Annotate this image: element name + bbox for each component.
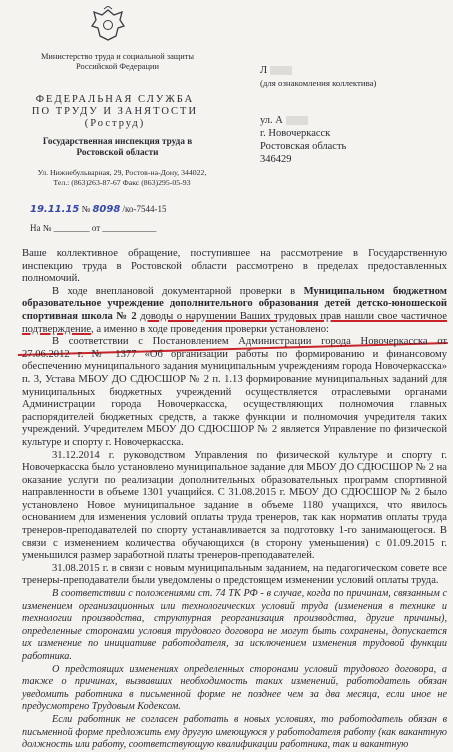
inspection-name: Государственная инспекция труда в Ростовской области: [42, 136, 193, 157]
recipient-region: Ростовская область: [260, 141, 347, 152]
reg-date: 19.11.15: [30, 204, 80, 215]
recipient-note: (для ознакомления коллектива): [260, 78, 377, 88]
registration-line: 19.11.15 № 8098 /ко-7544-15 На № ________ от ____________: [30, 204, 167, 233]
reg-suffix: /ко-7544-15: [122, 204, 167, 214]
paragraph-8: Если работник не согласен работать в новых условиях, то работодатель обязан в письменной форме предложить ему другую имеющуюся у работодателя работу (как вакантную должность или работу, соответствующую квалификации работника, так и вакантную: [22, 713, 447, 751]
paragraph-1: Ваше коллективное обращение, поступившее на рассмотрение в Государственную инспекцию труда в Ростовской области рассмотрено в пределах предоставленных полномочий.: [22, 248, 447, 285]
recipient-block: [260, 64, 376, 166]
recipient-initial: Л: [260, 65, 268, 76]
agency-name: ФЕДЕРАЛЬНАЯ СЛУЖБА ПО ТРУДУ И ЗАНЯТОСТИ (Роструд): [20, 94, 210, 130]
agency-short: (Роструд): [84, 118, 146, 129]
reg-number: 8098: [92, 204, 121, 215]
paragraph-5: 31.08.2015 г. в связи с новым муниципальным заданием, на педагогическом совете все тренеры-преподаватели были уведомлены о предстоящем изменении условий оплаты труда.: [22, 562, 447, 587]
coat-of-arms-icon: [88, 6, 128, 44]
recipient-city: г. Новочеркасск: [260, 128, 331, 139]
redacted-name: [270, 66, 292, 75]
redacted-street: [286, 116, 308, 125]
recipient-street: ул. А: [260, 115, 283, 126]
sender-address: Ул. Нижнебульварная, 29, Ростов-на-Дону, 344022, Тел.: (863)263-87-67 Факс (863)295-05-93: [37, 168, 207, 187]
paragraph-6: В соответствии с положениями ст. 74 ТК РФ - в случае, когда по причинам, связанным с изменением организационных или технологических условий труда (изменения в технике и технологии производства, структурная реорганизация производства, другие причины), определенные сторонами условия трудового договора не могут быть сохранены, допускается их изменение по инициативе работодателя, за исключением изменения трудовой функции работника.: [22, 588, 447, 662]
recipient-postcode: 346429: [260, 154, 292, 165]
letter-body: [22, 248, 447, 752]
paragraph-3: В соответствии с Постановлением Администрации города Новочеркасска от 27.06.2012 г. № 1377 «Об организации работы по формированию и финансовому обеспечению муниципального задания муниципальным учреждениям города Новочеркасска» п. 3, Устава МБОУ ДО СДЮСШОР № 2 п. 1.13 формирование муниципальных заданий для муниципальных бюджетных учреждений осуществляется отраслевыми органами Администрации города Новочеркасска, осуществляющих полномочия главных распорядителей бюджетных средств, а также функции и полномочия учредителя таких учреждений. Учредителем МБОУ ДО СДЮСШОР № 2 является Управление по физической культуре и спорту г. Новочеркасска.: [22, 336, 447, 448]
ministry-name: Министерство труда и социальной защиты Российской Федерации: [40, 52, 195, 71]
paragraph-7: О предстоящих изменениях определенных сторонами условий трудового договора, а также о причинах, вызвавших необходимость таких изменений, работодатель обязан уведомить работника в письменной форме не позднее чем за два месяца, если иное не предусмотрено Трудовым Кодексом.: [22, 663, 447, 713]
paragraph-4: 31.12.2014 г. руководством Управления по физической культуре и спорту г. Новочеркасска было установлено муниципальное задание для МБОУ ДО СДЮСШОР № 2 на оказание услуги по реализации дополнительных образовательных программ спортивной направленности в объеме 1301 учащийся. С 31.08.2015 г. МБОУ ДО СДЮСШОР № 2 было установлено Новое муниципальное задание в объеме 1180 учащихся, что явилось основанием для изменения условий оплаты труда тренеров, так как норматив оплаты труда тренеров-преподавателей по спорту устанавливается за подготовку 1-го занимающегося. В связи с изменением количества обучающихся (в сторону уменьшения) с 01.09.2015 г. уменьшился размер заработной платы тренеров-преподавателей.: [22, 449, 447, 562]
paragraph-2: В ходе внеплановой документарной проверки в Муниципальном бюджетном образовательное учреждение дополнительного образования детей детско-юношеской спортивная школа № 2 доводы о нарушении Ваших трудовых прав нашли свое частичное подтверждение, а именно в ходе проведения проверки установлено:: [22, 285, 447, 335]
